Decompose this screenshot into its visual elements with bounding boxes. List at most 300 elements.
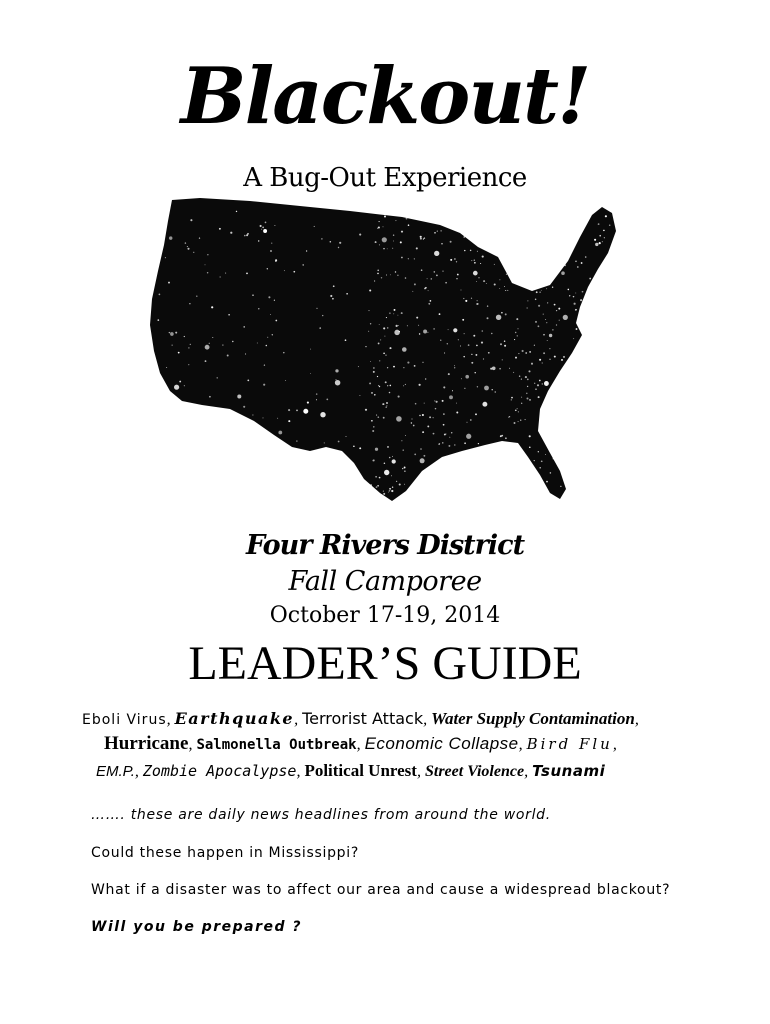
city-light [475,372,476,373]
city-light [166,367,167,368]
city-light [324,442,325,443]
city-light [285,380,286,381]
city-light [460,345,461,346]
city-light [314,226,315,227]
city-light [527,386,528,387]
city-light [511,397,513,399]
city-light [307,402,309,404]
city-light [390,385,392,387]
city-light [394,309,396,311]
city-light [582,291,584,293]
city-light [408,258,409,259]
city-light [405,435,406,436]
city-light [458,339,459,340]
city-light [333,285,335,287]
city-light [383,417,385,419]
city-light [529,446,531,448]
city-light [383,493,385,495]
city-light [490,368,492,370]
city-light [448,329,449,330]
city-light [585,256,587,258]
city-light [190,344,191,345]
city-light [436,275,438,277]
city-light [365,346,366,347]
city-light [541,460,543,462]
city-light [552,287,553,288]
city-light [559,320,560,321]
headline: Terrorist Attack [302,709,424,728]
city-light [293,271,295,273]
city-light [476,303,478,305]
city-light [443,386,445,388]
city-light [346,293,348,295]
city-light [442,400,444,402]
city-light [539,359,541,361]
city-light [577,266,579,268]
city-light [519,375,520,376]
city-light [549,334,552,337]
city-light [527,379,529,381]
city-light [515,357,517,359]
city-light [379,324,380,325]
city-light [423,330,427,334]
city-light [383,491,384,492]
city-light [534,345,535,346]
city-light [422,414,424,416]
city-light [534,460,535,461]
city-light [370,361,371,362]
city-light [404,470,405,471]
city-light [359,447,361,449]
city-light [487,317,489,319]
city-light [474,259,475,260]
city-light [345,436,346,437]
city-light [416,317,418,319]
city-light [544,381,549,386]
city-light [554,304,556,306]
headline-line-2: Hurricane, Salmonella Outbreak, Economic Collapse, Bird Flu, [104,733,617,754]
city-light [263,384,265,386]
city-light [456,403,457,404]
city-light [529,435,531,437]
city-light [212,337,213,338]
city-light [569,295,570,296]
city-light [319,327,321,329]
city-light [549,359,550,360]
city-light [283,352,285,354]
city-light [581,262,583,264]
city-light [377,416,379,418]
city-light [392,248,393,249]
city-light [420,236,422,238]
city-light [542,362,543,363]
city-light [526,393,527,394]
city-light [275,259,277,261]
city-light [515,332,516,333]
city-light [272,334,273,335]
city-light [381,277,382,278]
city-light [471,298,472,299]
city-light [170,332,174,336]
city-light [236,211,237,212]
city-light [219,228,221,230]
city-light [392,459,396,463]
city-light [207,254,208,255]
city-light [463,298,464,299]
city-light [391,490,393,492]
city-light [209,343,210,344]
city-light [322,315,323,316]
city-light [527,308,528,309]
city-light [245,354,246,355]
city-light [386,275,387,276]
city-light [534,383,535,384]
city-light [284,270,285,271]
city-light [454,258,456,260]
city-light [335,369,338,372]
city-light [454,444,455,445]
city-light [421,269,423,271]
city-light [267,268,268,269]
city-light [379,360,380,361]
city-light [383,327,385,329]
city-light [185,242,186,243]
city-light [454,365,455,366]
city-light [488,352,490,354]
city-light [599,242,601,244]
city-light [393,241,394,242]
city-light [385,355,386,356]
city-light [187,248,189,250]
city-light [433,328,435,330]
city-light [535,299,537,301]
city-light [478,443,479,444]
city-light [547,340,548,341]
city-light [563,356,565,358]
city-light [427,425,429,427]
question-text: What if a disaster was to affect our area and cause a widespread blackout? [91,882,671,898]
city-light [599,235,601,237]
city-light [505,313,507,315]
city-light [480,263,481,264]
city-light [330,241,332,243]
city-light [370,323,371,324]
city-light [456,278,457,279]
city-light [169,332,170,333]
city-light [517,328,518,329]
city-light [401,231,403,233]
city-light [429,416,431,418]
city-light [384,404,385,405]
city-light [431,278,433,280]
city-light [414,454,416,456]
city-light [405,277,407,279]
city-light [414,258,415,259]
city-light [453,328,457,332]
city-light [396,325,398,327]
city-light [373,426,374,427]
city-light [193,252,194,253]
city-light [326,399,328,401]
city-light [442,271,443,272]
city-light [507,290,508,291]
headline: Eboli Virus [82,712,167,728]
city-light [178,352,180,354]
city-light [437,230,438,231]
city-light [265,222,267,224]
city-light [477,300,478,301]
headline: Earthquake [174,709,295,728]
city-light [310,373,311,374]
city-light [267,337,268,338]
city-light [419,384,421,386]
city-light [359,234,361,236]
city-light [482,256,484,258]
city-light [174,385,179,390]
city-light [543,314,544,315]
city-light [398,396,400,398]
headline-line-1: Eboli Virus, Earthquake, Terrorist Attack, Water Supply Contamination, [82,709,639,728]
city-light [550,472,552,474]
city-light [399,331,400,332]
city-light [405,384,406,385]
city-light [268,296,270,298]
city-light [471,260,472,261]
city-light [247,380,249,382]
city-light [447,343,448,344]
city-light [451,432,452,433]
city-light [433,433,435,435]
city-light [486,283,487,284]
city-light [518,421,519,422]
city-light [401,312,403,314]
city-light [378,342,380,344]
city-light [474,262,476,264]
city-light [575,310,576,311]
city-light [536,291,538,293]
city-light [270,314,271,315]
city-light [387,327,389,329]
city-light [568,289,570,291]
city-light [521,403,522,404]
city-light [465,375,469,379]
city-light [369,310,370,311]
city-light [481,330,483,332]
city-light [384,216,386,218]
city-light [387,367,388,368]
city-light [573,338,574,339]
city-light [411,418,412,419]
city-light [275,320,277,322]
city-light [440,340,441,341]
city-light [258,240,259,241]
city-light [277,418,278,419]
city-light [330,295,332,297]
city-light [475,354,477,356]
city-light [527,300,528,301]
city-light [187,246,188,247]
city-light [576,328,578,330]
city-light [529,399,531,401]
city-light [252,414,253,415]
city-light [538,325,540,327]
city-light [546,288,547,289]
city-light [598,223,600,225]
intro-text: ……. these are daily news headlines from around the world. [91,807,551,823]
city-light [525,419,526,420]
city-light [404,484,405,485]
city-light [411,422,412,423]
city-light [402,347,407,352]
city-light [549,348,550,349]
city-light [449,395,453,399]
city-light [452,390,453,391]
city-light [377,273,379,275]
city-light [465,300,467,302]
call-to-action: Will you be prepared ? [91,919,302,935]
city-light [237,394,241,398]
city-light [243,406,245,408]
city-light [499,279,500,280]
city-light [395,220,396,221]
city-light [517,335,518,336]
city-light [378,385,379,386]
city-light [492,389,493,390]
city-light [408,224,410,226]
city-light [419,333,420,334]
headline: Hurricane [104,733,189,754]
city-light [415,403,417,405]
city-light [159,294,161,296]
city-light [396,481,397,482]
city-light [484,386,489,391]
city-light [258,308,259,309]
city-light [535,388,536,389]
city-light [464,250,465,251]
city-light [392,487,393,488]
city-light [500,435,502,437]
city-light [389,488,391,490]
city-light [380,339,381,340]
city-light [517,408,518,409]
city-light [514,339,515,340]
city-light [521,379,522,380]
city-light [476,281,477,282]
city-light [425,378,426,379]
city-light [492,366,496,370]
city-light [516,318,518,320]
city-light [379,244,380,245]
city-light [271,243,272,244]
city-light [502,359,503,360]
city-light [491,333,492,334]
city-light [172,345,173,346]
city-light [377,376,378,377]
city-light [483,280,485,282]
city-light [434,232,436,234]
city-light [556,324,557,325]
city-light [441,243,442,244]
city-light [227,355,229,357]
city-light [450,259,452,261]
city-light [387,446,389,448]
city-light [589,278,591,280]
city-light [403,450,404,451]
city-light [509,368,510,369]
city-light [335,379,336,380]
city-light [400,241,402,243]
city-light [522,350,524,352]
city-light [377,228,378,229]
city-light [514,422,516,424]
city-light [423,455,425,457]
city-light [365,409,367,411]
city-light [424,403,425,404]
city-light [395,271,396,272]
headline: Bird Flu [526,735,613,753]
city-light [418,325,419,326]
city-light [383,352,385,354]
city-light [471,354,472,355]
city-light [563,315,568,320]
city-light [382,237,387,242]
city-light [392,456,393,457]
city-light [264,364,265,365]
city-light [389,490,391,492]
city-light [270,250,272,252]
city-light [494,283,496,285]
city-light [471,362,473,364]
city-light [457,274,459,276]
city-light [575,261,577,263]
city-light [423,239,424,240]
city-light [243,326,245,328]
city-light [316,393,317,394]
city-light [542,383,543,384]
city-light [541,290,542,291]
city-light [397,275,398,276]
city-light [564,264,566,266]
city-light [454,367,455,368]
city-light [444,353,445,354]
city-light [266,345,268,347]
headline: Economic Collapse [364,734,519,753]
city-light [508,417,509,418]
page-subtitle: A Bug-Out Experience [243,163,527,193]
city-light [274,225,275,226]
city-light [546,322,547,323]
city-light [379,477,381,479]
city-light [384,336,385,337]
city-light [461,378,462,379]
city-light [403,367,404,368]
city-light [464,388,465,389]
city-light [414,365,416,367]
city-light [504,341,505,342]
city-light [358,366,359,367]
city-light [443,413,444,414]
city-light [553,458,554,459]
city-light [389,312,391,314]
city-light [504,286,505,287]
city-light [345,339,347,341]
city-light [263,417,264,418]
city-light [580,299,582,301]
city-light [556,310,557,311]
city-light [274,300,275,301]
city-light [386,405,387,406]
city-light [538,305,540,307]
